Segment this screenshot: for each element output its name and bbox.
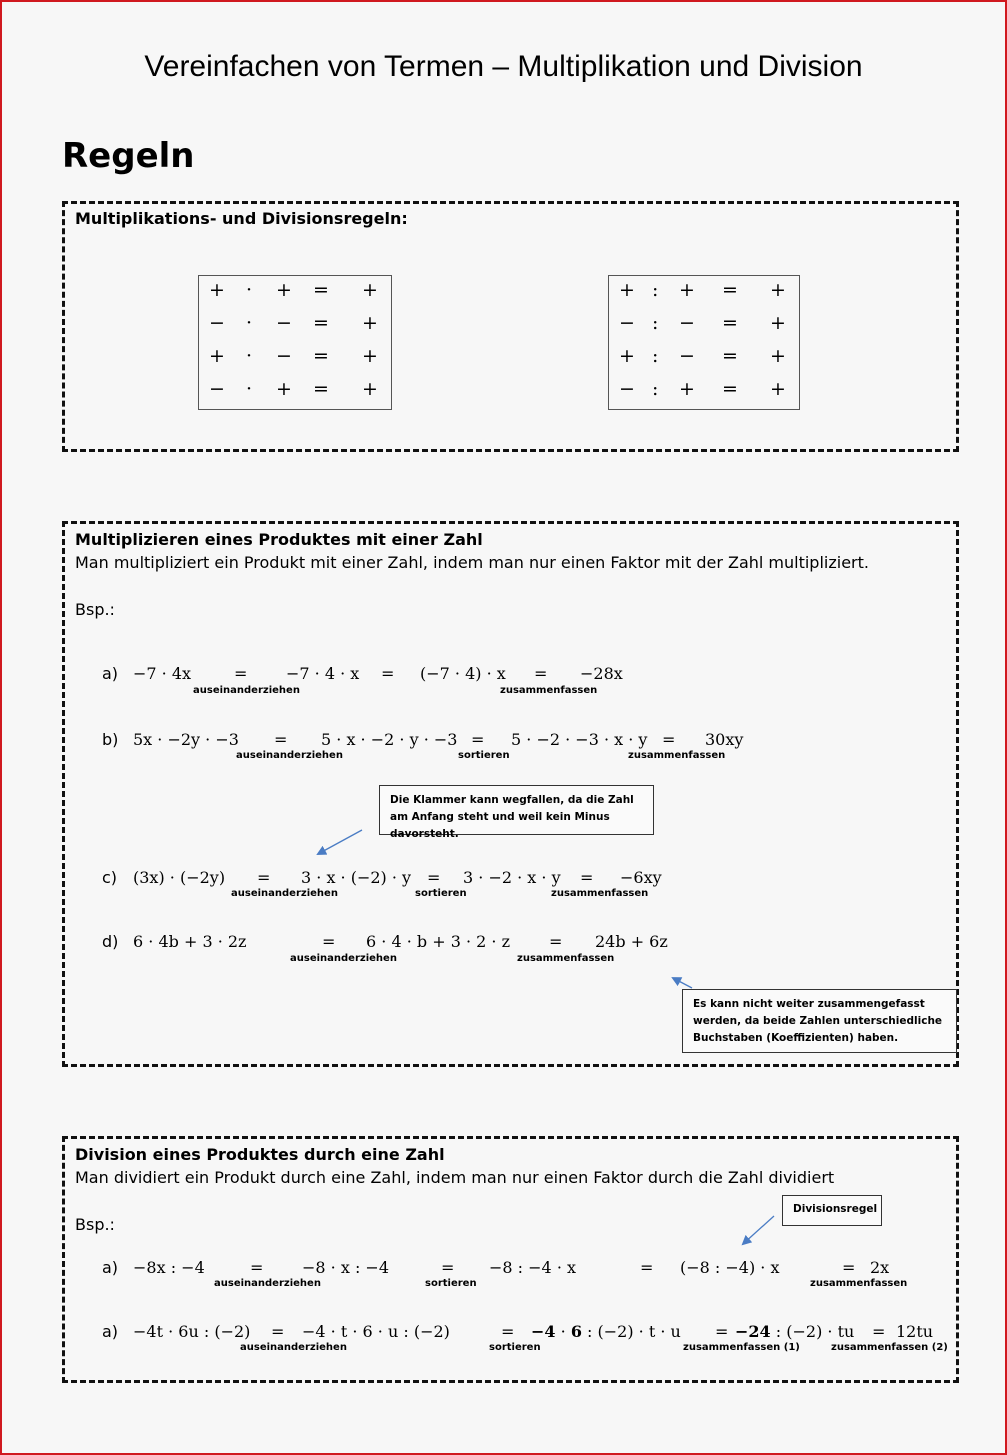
- div-table-symbol: :: [652, 279, 659, 301]
- example-a-tag-1: auseinanderziehen: [193, 685, 300, 696]
- example-b-tag-3: zusammenfassen: [628, 750, 726, 761]
- division-example-a2-term-3a: −4: [531, 1322, 556, 1341]
- example-d-equals-2: =: [549, 932, 563, 951]
- division-example-a2-equals-2: =: [501, 1322, 515, 1341]
- division-example-a-term-4: (−8 : −4) · x: [680, 1258, 780, 1277]
- div-table-symbol: +: [770, 345, 786, 367]
- division-example-a-equals-3: =: [640, 1258, 654, 1277]
- example-a-tag-2: zusammenfassen: [500, 685, 598, 696]
- bracket-note: Die Klammer kann wegfallen, da die Zahl am Anfang steht und weil kein Minus davorsteht.: [379, 785, 654, 835]
- example-c-term-1: (3x) · (−2y): [133, 868, 226, 887]
- div-table-symbol: =: [722, 378, 738, 400]
- mult-table-symbol: =: [313, 378, 329, 400]
- div-table-symbol: −: [679, 312, 695, 334]
- mult-table-symbol: +: [362, 279, 378, 301]
- mult-table-symbol: −: [276, 345, 292, 367]
- mult-table-symbol: =: [313, 345, 329, 367]
- division-example-a2-label: a): [102, 1322, 119, 1341]
- division-example-a-term-3: −8 : −4 · x: [489, 1258, 577, 1277]
- div-table-symbol: :: [652, 345, 659, 367]
- division-example-a2-tag-4: zusammenfassen (2): [831, 1342, 948, 1353]
- multiplication-box-title: Multiplizieren eines Produktes mit einer Zahl: [75, 530, 483, 549]
- coefficient-note: Es kann nicht weiter zusammengefasst werden, da beide Zahlen unterschiedliche Buchstaben (Koeffizienten) haben.: [682, 989, 957, 1053]
- division-box-title: Division eines Produktes durch eine Zahl: [75, 1145, 445, 1164]
- coefficient-note-arrow: [673, 978, 692, 988]
- div-table-symbol: −: [619, 312, 635, 334]
- div-table-symbol: =: [722, 312, 738, 334]
- section-heading: Regeln: [62, 136, 195, 176]
- mult-table-symbol: −: [209, 378, 225, 400]
- division-example-a-tag-2: sortieren: [425, 1278, 477, 1289]
- div-table-symbol: −: [679, 345, 695, 367]
- example-b-equals-1: =: [274, 730, 288, 749]
- mult-table-symbol: −: [276, 312, 292, 334]
- div-table-symbol: +: [770, 279, 786, 301]
- example-c-term-2: 3 · x · (−2) · y: [301, 868, 412, 887]
- mult-table-symbol: ·: [246, 279, 253, 301]
- example-a-term-3: (−7 · 4) · x: [420, 664, 506, 683]
- division-example-a2-term-3b: ·: [555, 1322, 571, 1341]
- division-example-a-label: a): [102, 1258, 119, 1277]
- example-label: Bsp.:: [75, 600, 115, 619]
- example-c-tag-2: sortieren: [415, 888, 467, 899]
- mult-table-symbol: ·: [246, 345, 253, 367]
- division-example-a-equals-2: =: [441, 1258, 455, 1277]
- page-title: Vereinfachen von Termen – Multiplikation und Division: [144, 50, 863, 83]
- division-rule-arrow: [743, 1216, 774, 1244]
- div-table-symbol: −: [619, 378, 635, 400]
- division-example-a-term-5: 2x: [870, 1258, 890, 1277]
- div-table-symbol: :: [652, 378, 659, 400]
- division-rule-text: Man dividiert ein Produkt durch eine Zahl, indem man nur einen Faktor durch die Zahl dividiert: [75, 1168, 835, 1187]
- division-example-a2-term-5: 12tu: [896, 1322, 934, 1341]
- div-table-symbol: =: [722, 345, 738, 367]
- division-example-a2-term-4b: : (−2) · tu: [770, 1322, 855, 1341]
- example-b-term-2: 5 · x · −2 · y · −3: [321, 730, 458, 749]
- div-table-symbol: +: [770, 312, 786, 334]
- example-c-term-3: 3 · −2 · x · y: [463, 868, 561, 887]
- division-example-a-tag-1: auseinanderziehen: [214, 1278, 321, 1289]
- example-d-equals-1: =: [322, 932, 336, 951]
- mult-table-symbol: =: [313, 279, 329, 301]
- division-example-a-term-2: −8 · x : −4: [302, 1258, 390, 1277]
- division-rule-note: Divisionsregel: [782, 1195, 882, 1226]
- example-b-term-3: 5 · −2 · −3 · x · y: [511, 730, 648, 749]
- example-a-label: a): [102, 664, 119, 683]
- division-example-a2-term-1: −4t · 6u : (−2): [133, 1322, 251, 1341]
- division-example-a-tag-3: zusammenfassen: [810, 1278, 908, 1289]
- division-example-a2-equals-4: =: [872, 1322, 886, 1341]
- example-b-term-1: 5x · −2y · −3: [133, 730, 239, 749]
- div-table-symbol: :: [652, 312, 659, 334]
- division-example-a2-tag-2: sortieren: [489, 1342, 541, 1353]
- example-c-tag-1: auseinanderziehen: [231, 888, 338, 899]
- example-c-tag-3: zusammenfassen: [551, 888, 649, 899]
- division-example-a-equals-4: =: [842, 1258, 856, 1277]
- example-c-equals-2: =: [427, 868, 441, 887]
- example-b-equals-2: =: [471, 730, 485, 749]
- example-a-term-4: −28x: [580, 664, 623, 683]
- example-c-label: c): [102, 868, 118, 887]
- example-a-equals-3: =: [534, 664, 548, 683]
- division-example-a2-term-4a: −24: [735, 1322, 771, 1341]
- example-d-label: d): [102, 932, 119, 951]
- bracket-note-arrow: [318, 830, 362, 854]
- division-example-a2-term-2: −4 · t · 6 · u : (−2): [302, 1322, 450, 1341]
- mult-table-symbol: =: [313, 312, 329, 334]
- mult-table-symbol: +: [362, 378, 378, 400]
- mult-table-symbol: −: [209, 312, 225, 334]
- mult-table-symbol: +: [276, 279, 292, 301]
- example-b-tag-1: auseinanderziehen: [236, 750, 343, 761]
- example-d-term-1: 6 · 4b + 3 · 2z: [133, 932, 247, 951]
- mult-table-symbol: +: [362, 312, 378, 334]
- multiplication-rule-text: Man multipliziert ein Produkt mit einer Zahl, indem man nur einen Faktor mit der Zahl multipliziert.: [75, 553, 869, 572]
- example-d-tag-1: auseinanderziehen: [290, 953, 397, 964]
- mult-table-symbol: +: [209, 345, 225, 367]
- div-table-symbol: +: [679, 378, 695, 400]
- div-table-symbol: +: [619, 279, 635, 301]
- example-c-term-4: −6xy: [620, 868, 662, 887]
- example-d-tag-2: zusammenfassen: [517, 953, 615, 964]
- division-example-a2-equals-3: =: [715, 1322, 729, 1341]
- division-example-a2-tag-3: zusammenfassen (1): [683, 1342, 800, 1353]
- example-a-equals-1: =: [234, 664, 248, 683]
- mult-table-symbol: +: [362, 345, 378, 367]
- division-example-a-equals-1: =: [250, 1258, 264, 1277]
- example-d-term-3: 24b + 6z: [595, 932, 668, 951]
- mult-table-symbol: ·: [246, 312, 253, 334]
- example-a-equals-2: =: [381, 664, 395, 683]
- division-example-label: Bsp.:: [75, 1215, 115, 1234]
- mult-table-symbol: +: [276, 378, 292, 400]
- mult-table-symbol: +: [209, 279, 225, 301]
- division-example-a-term-1: −8x : −4: [133, 1258, 205, 1277]
- division-example-a2-tag-1: auseinanderziehen: [240, 1342, 347, 1353]
- division-example-a2-term-3c: 6: [570, 1322, 582, 1341]
- example-b-term-4: 30xy: [705, 730, 744, 749]
- example-b-equals-3: =: [662, 730, 676, 749]
- rules-box-title: Multiplikations- und Divisionsregeln:: [75, 209, 408, 228]
- example-c-equals-3: =: [580, 868, 594, 887]
- example-a-term-2: −7 · 4 · x: [286, 664, 360, 683]
- div-table-symbol: +: [770, 378, 786, 400]
- div-table-symbol: +: [619, 345, 635, 367]
- division-example-a2-equals-1: =: [271, 1322, 285, 1341]
- division-example-a2-term-3d: : (−2) · t · u: [581, 1322, 681, 1341]
- example-a-term-1: −7 · 4x: [133, 664, 192, 683]
- div-table-symbol: =: [722, 279, 738, 301]
- example-d-term-2: 6 · 4 · b + 3 · 2 · z: [366, 932, 510, 951]
- mult-table-symbol: ·: [246, 378, 253, 400]
- div-table-symbol: +: [679, 279, 695, 301]
- example-b-tag-2: sortieren: [458, 750, 510, 761]
- example-c-equals-1: =: [257, 868, 271, 887]
- example-b-label: b): [102, 730, 119, 749]
